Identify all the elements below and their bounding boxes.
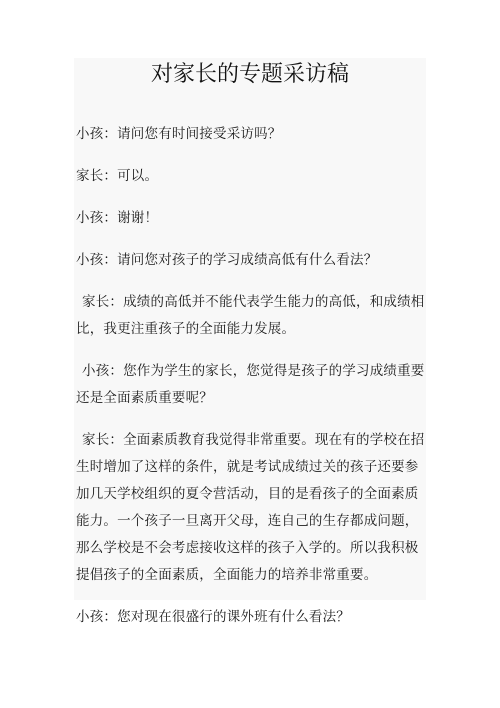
paragraph: 小孩：请问您有时间接受采访吗？ bbox=[76, 126, 282, 142]
paragraph: 家长：可以。 bbox=[76, 168, 159, 184]
paragraph: 家长：全面素质教育我觉得非常重要。现在有的学校在招生时增加了这样的条件，就是考试成绩过关的孩子还要参加几天学校组织的夏令营活动，目的是看孩子的全面素质能力。一个孩子一旦离开父母，连自己的生存都成问题，那么学校是不会考虑接收这样的孩子入学的。所以我积极提倡孩子的全面素质，全面能力的培养非常重要。 bbox=[76, 432, 425, 583]
document-title: 对家长的专题采访稿 bbox=[150, 62, 349, 87]
paragraph: 小孩：您对现在很盛行的课外班有什么看法？ bbox=[76, 609, 350, 625]
paragraph: 小孩：请问您对孩子的学习成绩高低有什么看法？ bbox=[76, 252, 378, 268]
paragraph: 小孩：谢谢！ bbox=[76, 210, 159, 226]
document-body bbox=[76, 121, 426, 646]
paragraph: 家长：成绩的高低并不能代表学生能力的高低，和成绩相比，我更注重孩子的全面能力发展。 bbox=[76, 294, 425, 337]
paragraph: 小孩：您作为学生的家长，您觉得是孩子的学习成绩重要还是全面素质重要呢？ bbox=[76, 363, 425, 406]
